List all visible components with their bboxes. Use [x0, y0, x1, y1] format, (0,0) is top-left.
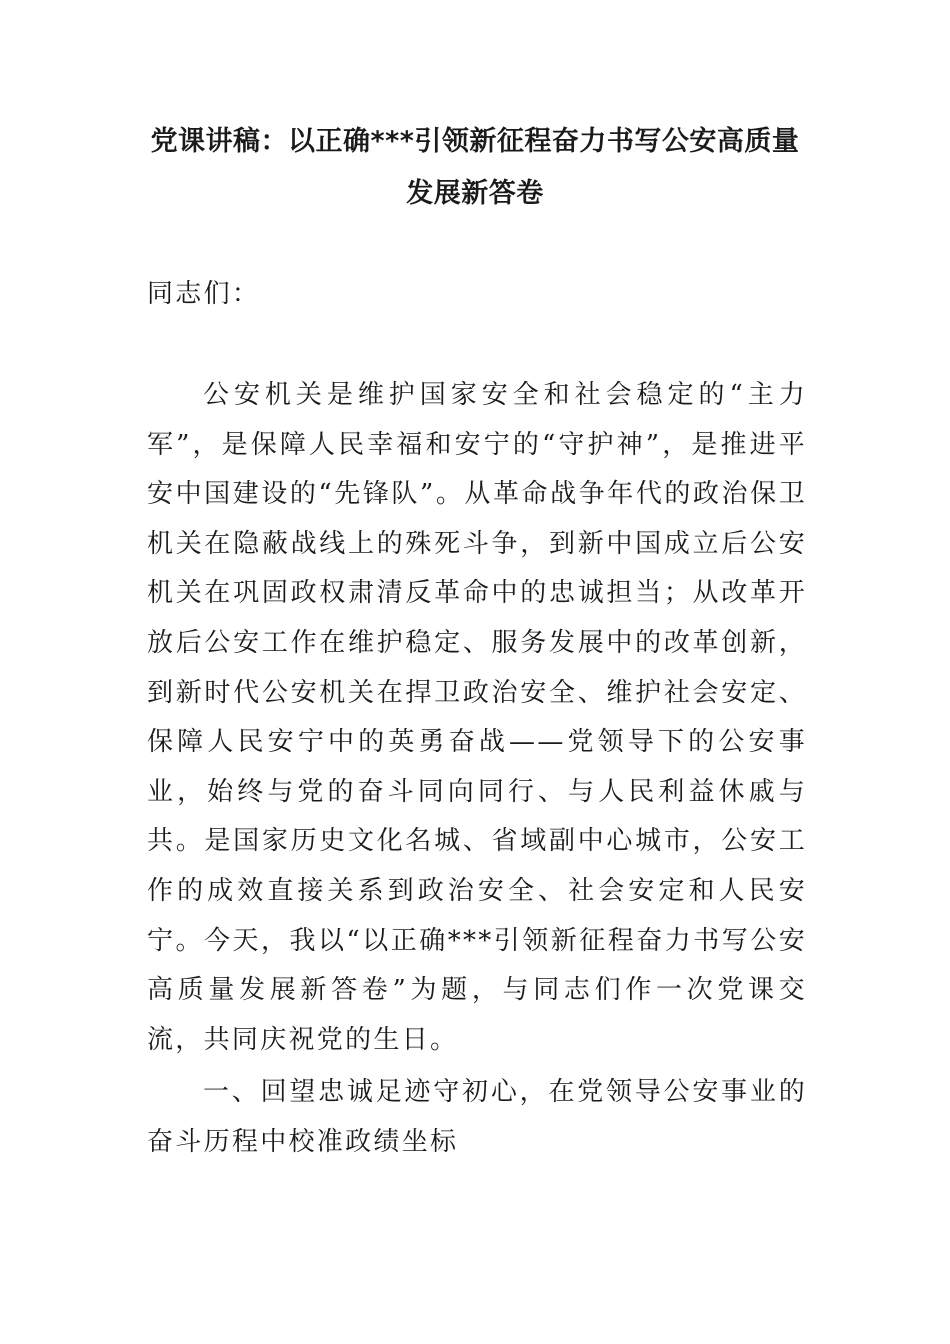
section-heading: 一、回望忠诚足迹守初心，在党领导公安事业的奋斗历程中校准政绩坐标: [147, 1077, 807, 1157]
greeting: 同志们：: [147, 279, 261, 309]
body-paragraph: 公安机关是维护国家安全和社会稳定的“主力军”，是保障人民幸福和安宁的“守护神”，是推进平安中国建设的“先锋队”。从革命战争年代的政治保卫机关在隐蔽战线上的殊死斗争，到新中国成立后公安机关在巩固政权肃清反革命中的忠诚担当；从改革开放后公安工作在维护稳定、服务发展中的改革创新，到新时代公安机关在捍卫政治安全、维护社会安定、保障人民安宁中的英勇奋战——党领导下的公安事业，始终与党的奋斗同向同行、与人民利益休戚与共。是国家历史文化名城、省域副中心城市，公安工作的成效直接关系到政治安全、社会安定和人民安宁。今天，我以“以正确***引领新征程奋力书写公安高质量发展新答卷”为题，与同志们作一次党课交流，共同庆祝党的生日。: [147, 380, 807, 1055]
document-title: 党课讲稿：以正确***引领新征程奋力书写公安高质量发展新答卷: [150, 126, 800, 209]
